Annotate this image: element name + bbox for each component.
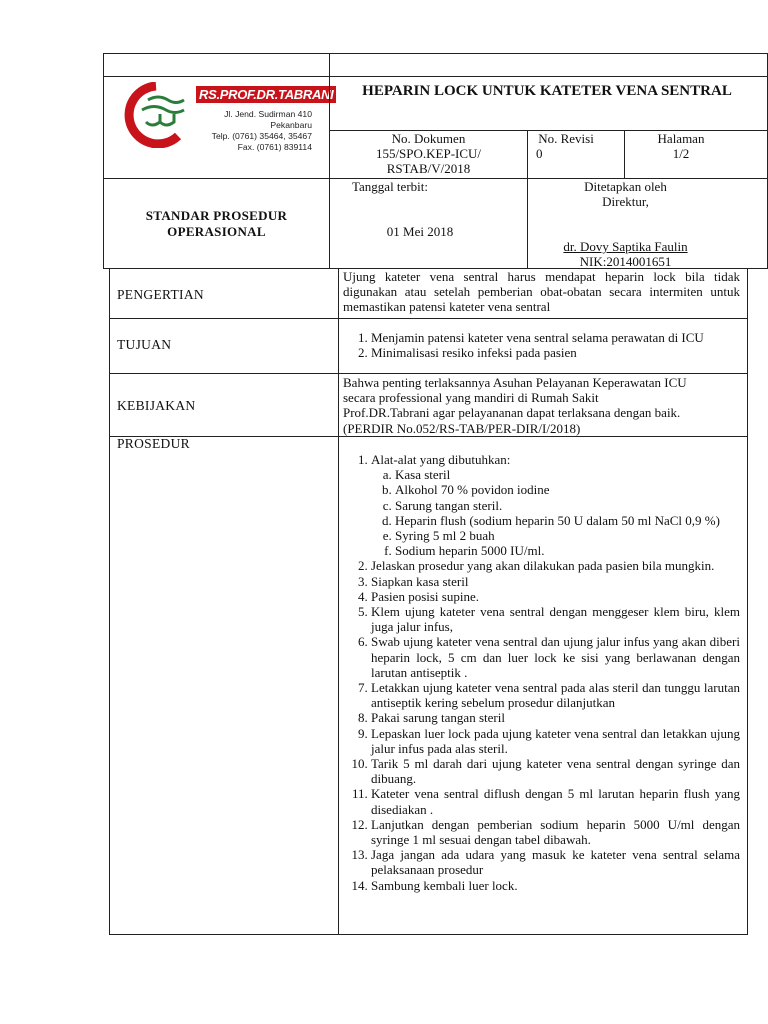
row-divider-3 (109, 436, 748, 437)
list-item: a. Kasa steril (395, 467, 740, 482)
halaman-label: Halaman (657, 131, 705, 146)
no-dokumen-label: No. Dokumen (391, 131, 466, 146)
step-10: 10. Tarik 5 ml darah dari ujung kateter vena sentral dengan syringe dan dibuang. (371, 756, 740, 786)
header-top-strip (103, 53, 768, 77)
tanggal-terbit-label: Tanggal terbit: (352, 179, 428, 194)
kebijakan-line-2: Prof.DR.Tabrani agar pelayananan dapat terlaksana dengan baik.(PERDIR No.052/RS-TAB/PER-DIR/I/2018) (343, 405, 681, 436)
sop-label-line2: OPERASIONAL (167, 224, 266, 239)
sop-label-line1: STANDAR PROSEDUR (145, 208, 288, 223)
tujuan-list (341, 330, 740, 360)
step-12: 12. Lanjutkan dengan pemberian sodium heparin 5000 U/ml dengan syringe 1 ml sesuai dengan tabel dibawah. (371, 817, 740, 847)
step-8: 8. Pakai sarung tangan steril (371, 710, 740, 725)
step-1 (371, 452, 740, 558)
list-item: 1. Menjamin patensi kateter vena sentral selama perawatan di ICU (371, 330, 740, 345)
step-3: 3. Siapkan kasa steril (371, 574, 740, 589)
hospital-logo (118, 82, 334, 152)
sop-label (104, 208, 329, 240)
address-line: Jl. Jend. Sudirman 410 Pekanbaru (224, 109, 312, 130)
tujuan-label: TUJUAN (117, 337, 172, 352)
hospital-name: RS.PROF.DR.TABRANI (196, 86, 336, 103)
list-item: b. Alkohol 70 % povidon iodine (395, 482, 740, 497)
step-1-text: Alat-alat yang dibutuhkan: (371, 452, 511, 467)
hospital-address (188, 109, 312, 153)
equipment-list (371, 467, 740, 558)
kebijakan-text (343, 375, 721, 436)
kebijakan-line-1: Bahwa penting terlaksannya Asuhan Pelayanan Keperawatan ICU secara professional yang mandiri di Rumah Sakit (343, 375, 687, 406)
row-divider-1 (109, 318, 748, 319)
list-item: e. Syring 5 ml 2 buah (395, 528, 740, 543)
list-item: d. Heparin flush (sodium heparin 50 U dalam 50 ml NaCl 0,9 %) (395, 513, 740, 528)
row-divider-2 (109, 373, 748, 374)
ditetapkan-block (528, 179, 723, 269)
step-2: 2. Jelaskan prosedur yang akan dilakukan pada pasien bila mungkin. (371, 558, 740, 573)
header-top-strip-divider (329, 53, 330, 77)
kebijakan-label: KEBIJAKAN (117, 398, 196, 413)
step-11: 11. Kateter vena sentral diflush dengan 5 ml larutan heparin flush yang disediakan . (371, 786, 740, 816)
step-9: 9. Lepaskan luer lock pada ujung kateter vena sentral dan letakkan ujung jalur infus pada alas steril. (371, 726, 740, 756)
halaman (625, 131, 737, 161)
pengertian-label: PENGERTIAN (117, 287, 204, 302)
direktur-name: dr. Dovy Saptika Faulin (563, 239, 688, 254)
step-6: 6. Swab ujung kateter vena sentral dan ujung jalur infus yang akan diberi heparin lock, 5 cm dan luer lock ke sisi yang berlawanan dengan larutan antiseptik . (371, 634, 740, 680)
step-5: 5. Klem ujung kateter vena sentral dengan menggeser klem biru, klem juga jalur infus, (371, 604, 740, 634)
prosedur-label: PROSEDUR (117, 436, 190, 451)
halaman-value: 1/2 (672, 146, 690, 161)
document-title: HEPARIN LOCK UNTUK KATETER VENA SENTRAL (362, 83, 732, 99)
no-revisi-label: No. Revisi (538, 131, 594, 146)
step-4: 4. Pasien posisi supine. (371, 589, 740, 604)
fax-line: Fax. (0761) 839114 (237, 142, 312, 152)
direktur-title: Direktur, (602, 194, 649, 209)
no-dokumen-value-1: 155/SPO.KEP-ICU/ (375, 146, 482, 161)
prosedur-steps (341, 452, 740, 893)
list-item: 2. Minimalisasi resiko infeksi pada pasien (371, 345, 740, 360)
list-item: f. Sodium heparin 5000 IU/ml. (395, 543, 740, 558)
direktur-nik: NIK:2014001651 (579, 254, 672, 269)
step-7: 7. Letakkan ujung kateter vena sentral pada alas steril dan tunggu larutan antiseptik kering sebelum prosedur dilanjutkan (371, 680, 740, 710)
step-13: 13. Jaga jangan ada udara yang masuk ke kateter vena sentral selama pelaksanaan prosedur (371, 847, 740, 877)
phone-line: Telp. (0761) 35464, 35467 (211, 131, 312, 141)
no-dokumen (330, 131, 527, 176)
hospital-emblem-icon (118, 82, 194, 148)
no-revisi-value: 0 (536, 146, 543, 161)
ditetapkan-label: Ditetapkan oleh (584, 179, 667, 194)
pengertian-text: Ujung kateter vena sentral harus mendapat heparin lock bila tidak digunakan atau setelah pemberian obat-obatan secara intermiten untuk memastikan patensi kateter vena sentral (343, 269, 740, 315)
body-column-divider (338, 268, 339, 935)
tanggal-terbit-value: 01 Mei 2018 (386, 224, 454, 239)
step-14: 14. Sambung kembali luer lock. (371, 878, 740, 893)
no-revisi (528, 131, 604, 161)
list-item: c. Sarung tangan steril. (395, 498, 740, 513)
no-dokumen-value-2: RSTAB/V/2018 (386, 161, 471, 176)
